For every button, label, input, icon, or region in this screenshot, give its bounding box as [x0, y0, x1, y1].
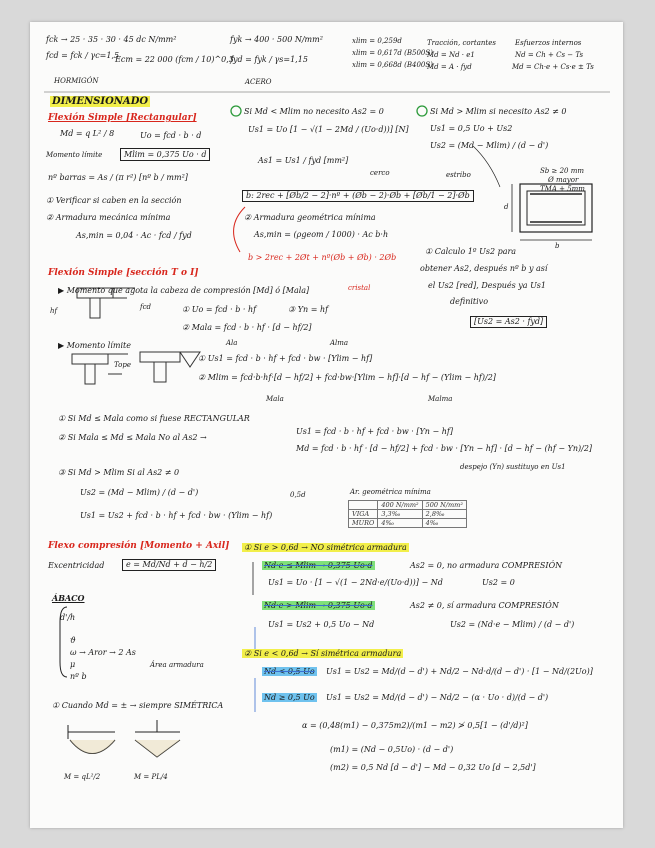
- case-a1-us1: Us1 = Uo · [1 − √(1 − 2Nd·e/(Uo·d))] − Nd: [268, 578, 443, 587]
- geom-table: [348, 500, 467, 528]
- b-red-formula: b > 2rec + 2Øt + nº(Øb + Øb) · 2Øb: [248, 253, 397, 262]
- acero-label: ACERO: [245, 78, 272, 86]
- dimensionado-heading: DIMENSIONADO: [52, 96, 149, 107]
- alma-label-1: Alma: [330, 339, 349, 347]
- case-b2-us: Us1 = Us2 = Md/(d − d') − Nd/2 − (α · Uo · d)/(d − d'): [326, 693, 549, 702]
- abaco-label: ÁBACO: [52, 593, 85, 603]
- as-geom-formula: As,min = (ρgeom / 1000) · Ac b·h: [254, 230, 389, 239]
- traccion-3: Md = A · fyd: [427, 63, 472, 71]
- excentricidad-label: Excentricidad: [48, 561, 105, 570]
- us2-box: [Us2 = As2 · fyd]: [470, 316, 547, 328]
- xlim-3: xlim = 0,668d (B400S): [352, 61, 433, 69]
- section-b-label: b: [555, 242, 560, 250]
- m-right-formula: M = PL/4: [134, 773, 168, 781]
- xlim-2: xlim = 0,617d (B500S): [352, 49, 433, 57]
- case2-us2: Us2 = (Md − Mlim) / (d − d'): [430, 141, 549, 150]
- geom-table-cell: MURO: [349, 519, 378, 528]
- hormigon-label: HORMIGÓN: [54, 77, 99, 85]
- abaco-item-4: nº b: [70, 672, 87, 681]
- traccion-2: Md = Nd · e1: [427, 51, 475, 59]
- t-case3-us1: Us1 = Us2 + fcd · b · hf + fcd · bw · (Ylim − hf): [80, 511, 273, 520]
- case-b1: Nd < 0,5 Uo: [264, 667, 315, 676]
- geom-table-cell: [349, 501, 378, 510]
- t-case1: ① Si Md ≤ Mala como si fuese RECTANGULAR: [58, 414, 250, 423]
- case-a2: Nd·e > Mlim → 0,375 Uo·d: [264, 601, 373, 610]
- abaco-item-2: ω → Aror → 2 As: [70, 648, 136, 657]
- b-formula: b: 2rec + [Øb/2 − 2]·nº + (Øb − 2)·Øb + [Øb/1 − 2]·Øb: [242, 190, 474, 202]
- momento-agota: ▶ Momento que agota la cabeza de compresión [Md] ó [Mala]: [58, 286, 310, 295]
- case-b1-us: Us1 = Us2 = Md/(d − d') + Nd/2 − Nd·d/(d − d') · [1 − Nd/(2Uo)]: [326, 667, 593, 676]
- t-case3: ③ Si Md > Mlim Si al As2 ≠ 0: [58, 468, 180, 477]
- geom-table-cell: 4‰: [422, 519, 466, 528]
- alpha-formula: α = (0,48(m1) − 0,375m2)/(m1 − m2) ≯ 0,5[1 − (d'/d)²]: [302, 721, 528, 730]
- definitivo-text: definitivo: [450, 297, 489, 306]
- cerco-label: cerco: [370, 169, 390, 177]
- verificar-step: ① Verificar si caben en la sección: [46, 196, 182, 205]
- fyd-formula: fyd = fyk / γs=1,15: [230, 55, 308, 64]
- xlim-1: xlim = 0,259d: [352, 37, 402, 45]
- as-min-formula: As,min = 0,04 · Ac · fcd / fyd: [76, 231, 192, 240]
- esfuerzos-2: Nd = Ch + Cs − Ts: [515, 51, 584, 59]
- case2-us1: Us1 = 0,5 Uo + Us2: [430, 124, 513, 133]
- geom-table-cell: 3,3‰: [378, 510, 422, 519]
- m-left-formula: M = qL²/2: [64, 773, 101, 781]
- uo-formula: Uo = fcd · b · d: [140, 131, 202, 140]
- mala-label: Mala: [266, 395, 284, 403]
- geom-table-cell: VIGA: [349, 510, 378, 519]
- fcd-formula: fcd = fck / γc=1,5: [46, 51, 120, 60]
- case-a2-us2: Us2 = (Nd·e − Mlim) / (d − d'): [450, 620, 575, 629]
- flexion-t-title: Flexión Simple [sección T o I]: [48, 268, 199, 278]
- nbarras-formula: nº barras = As / (π r²) [nº b / mm²]: [48, 173, 188, 182]
- case-a2-result: As2 ≠ 0, sí armadura COMPRESIÓN: [410, 601, 559, 610]
- ecm-formula: Ecm = 22 000 (fcm / 10)^0,3: [115, 55, 234, 64]
- t-case3-us2: Us2 = (Md − Mlim) / (d − d'): [80, 488, 199, 497]
- traccion-1: Tracción, cortantes: [427, 39, 496, 47]
- t-case3-d: 0,5d: [290, 491, 306, 499]
- momento-limite-label: Momento límite: [46, 151, 103, 159]
- case-a1-us2: Us2 = 0: [482, 578, 515, 587]
- hf-label: hf: [50, 307, 58, 315]
- uo-t: ① Uo = fcd · b · hf: [182, 305, 257, 314]
- case-b-title: ② Si e < 0,6d → Sí simétrica armadura: [244, 649, 402, 658]
- flexion-simple-title: Flexión Simple [Rectangular]: [48, 113, 197, 123]
- esfuerzos-3: Md = Ch·e + Cs·e ± Ts: [512, 63, 594, 71]
- sb-2: Ø mayor: [548, 176, 579, 184]
- t-case2-note: despejo (Yn) sustituyo en Us1: [460, 463, 566, 471]
- case1-title: Si Md < Mlim no necesito As2 = 0: [244, 107, 384, 116]
- case-a2-us1: Us1 = Us2 + 0,5 Uo − Nd: [268, 620, 375, 629]
- armadura-min-step: ② Armadura mecánica mínima: [46, 213, 171, 222]
- ala-label-1: Ala: [226, 339, 238, 347]
- md-formula: Md = q L² / 8: [60, 129, 115, 138]
- t-case2-md: Md = fcd · b · hf · [d − hf/2] + fcd · bw · [Yn − hf] · [d − hf − (hf − Yn)/2]: [296, 444, 593, 453]
- yn-hf: ③ Yn = hf: [288, 305, 329, 314]
- m2-formula: (m2) = 0,5 Nd [d − d'] − Md − 0,32 Uo [d − 2,5d']: [330, 763, 536, 772]
- notes-page: [30, 22, 623, 828]
- abaco-ratio: d'/h: [60, 613, 76, 622]
- geom-table-cell: 400 N/mm²: [378, 501, 422, 510]
- el-text: el Us2 [red], Después ya Us1: [428, 281, 547, 290]
- tope-label: Tope: [114, 361, 131, 369]
- malma-label: Malma: [428, 395, 453, 403]
- case2-title: Si Md > Mlim si necesito As2 ≠ 0: [430, 107, 567, 116]
- case-b2: Nd ≥ 0,5 Uo: [264, 693, 315, 702]
- mlim-t: ② Mlim = fcd·b·hf·[d − hf/2] + fcd·bw·[Ylim − hf]·[d − hf − (Ylim − hf)/2]: [198, 373, 496, 382]
- case1-as1: As1 = Us1 / fyd [mm²]: [258, 156, 349, 165]
- cuando-text: ① Cuando Md = ± → siempre SIMÉTRICA: [52, 701, 224, 710]
- section-d-label: d: [504, 203, 509, 211]
- cristal-label: cristal: [348, 284, 371, 292]
- geom-table-cell: 500 N/mm²: [422, 501, 466, 510]
- geom-table-cell: 4‰: [378, 519, 422, 528]
- geom-table-cell: 2,8‰: [422, 510, 466, 519]
- mala-formula: ② Mala = fcd · b · hf · [d − hf/2]: [182, 323, 312, 332]
- sb-3: TMA + 5mm: [540, 185, 585, 193]
- zona-label: Área armadura: [150, 661, 204, 669]
- e-formula: e = Md/Nd + d − h/2: [122, 559, 216, 571]
- abaco-item-3: μ: [70, 660, 76, 669]
- us1-t: ① Us1 = fcd · b · hf + fcd · bw · [Ylim − hf]: [198, 354, 373, 363]
- esfuerzos-1: Esfuerzos internos: [515, 39, 582, 47]
- case-a1: Nd·e ≤ Mlim → 0,375 Uo·d: [264, 561, 373, 570]
- compresion-title: Flexo compresión [Momento + Axil]: [48, 541, 230, 551]
- case-a1-result: As2 = 0, no armadura COMPRESIÓN: [410, 561, 563, 570]
- t-case2-us: Us1 = fcd · b · hf + fcd · bw · [Yn − hf]: [296, 427, 453, 436]
- case-a-title: ① Si e > 0,6d → NO simétrica armadura: [244, 543, 407, 552]
- m1-formula: (m1) = (Nd − 0,5Uo) · (d − d'): [330, 745, 454, 754]
- abaco-item-1: ϑ: [70, 636, 76, 645]
- armadura-geom-step: ② Armadura geométrica mínima: [244, 213, 376, 222]
- fck-values: fck → 25 · 35 · 30 · 45 dc N/mm²: [46, 35, 177, 44]
- sb-1: Sb ≥ 20 mm: [540, 167, 584, 175]
- obtener-text: obtener As2, después nº b y así: [420, 264, 548, 273]
- fcd-label: fcd: [140, 303, 151, 311]
- momento-limite-t: ▶ Momento límite: [58, 341, 131, 350]
- mlim-formula: Mlim = 0,375 Uo · d: [120, 148, 210, 161]
- t-case2: ② Si Mala ≤ Md ≤ Mala No al As2 →: [58, 433, 207, 442]
- calculo-step: ① Calculo 1º Us2 para: [425, 247, 517, 256]
- fyk-values: fyk → 400 · 500 N/mm²: [230, 35, 323, 44]
- estribo-label: estribo: [446, 171, 471, 179]
- geom-table-title: Ar. geométrica mínima: [350, 488, 431, 496]
- case1-us1: Us1 = Uo [1 − √(1 − 2Md / (Uo·d))] [N]: [248, 125, 409, 134]
